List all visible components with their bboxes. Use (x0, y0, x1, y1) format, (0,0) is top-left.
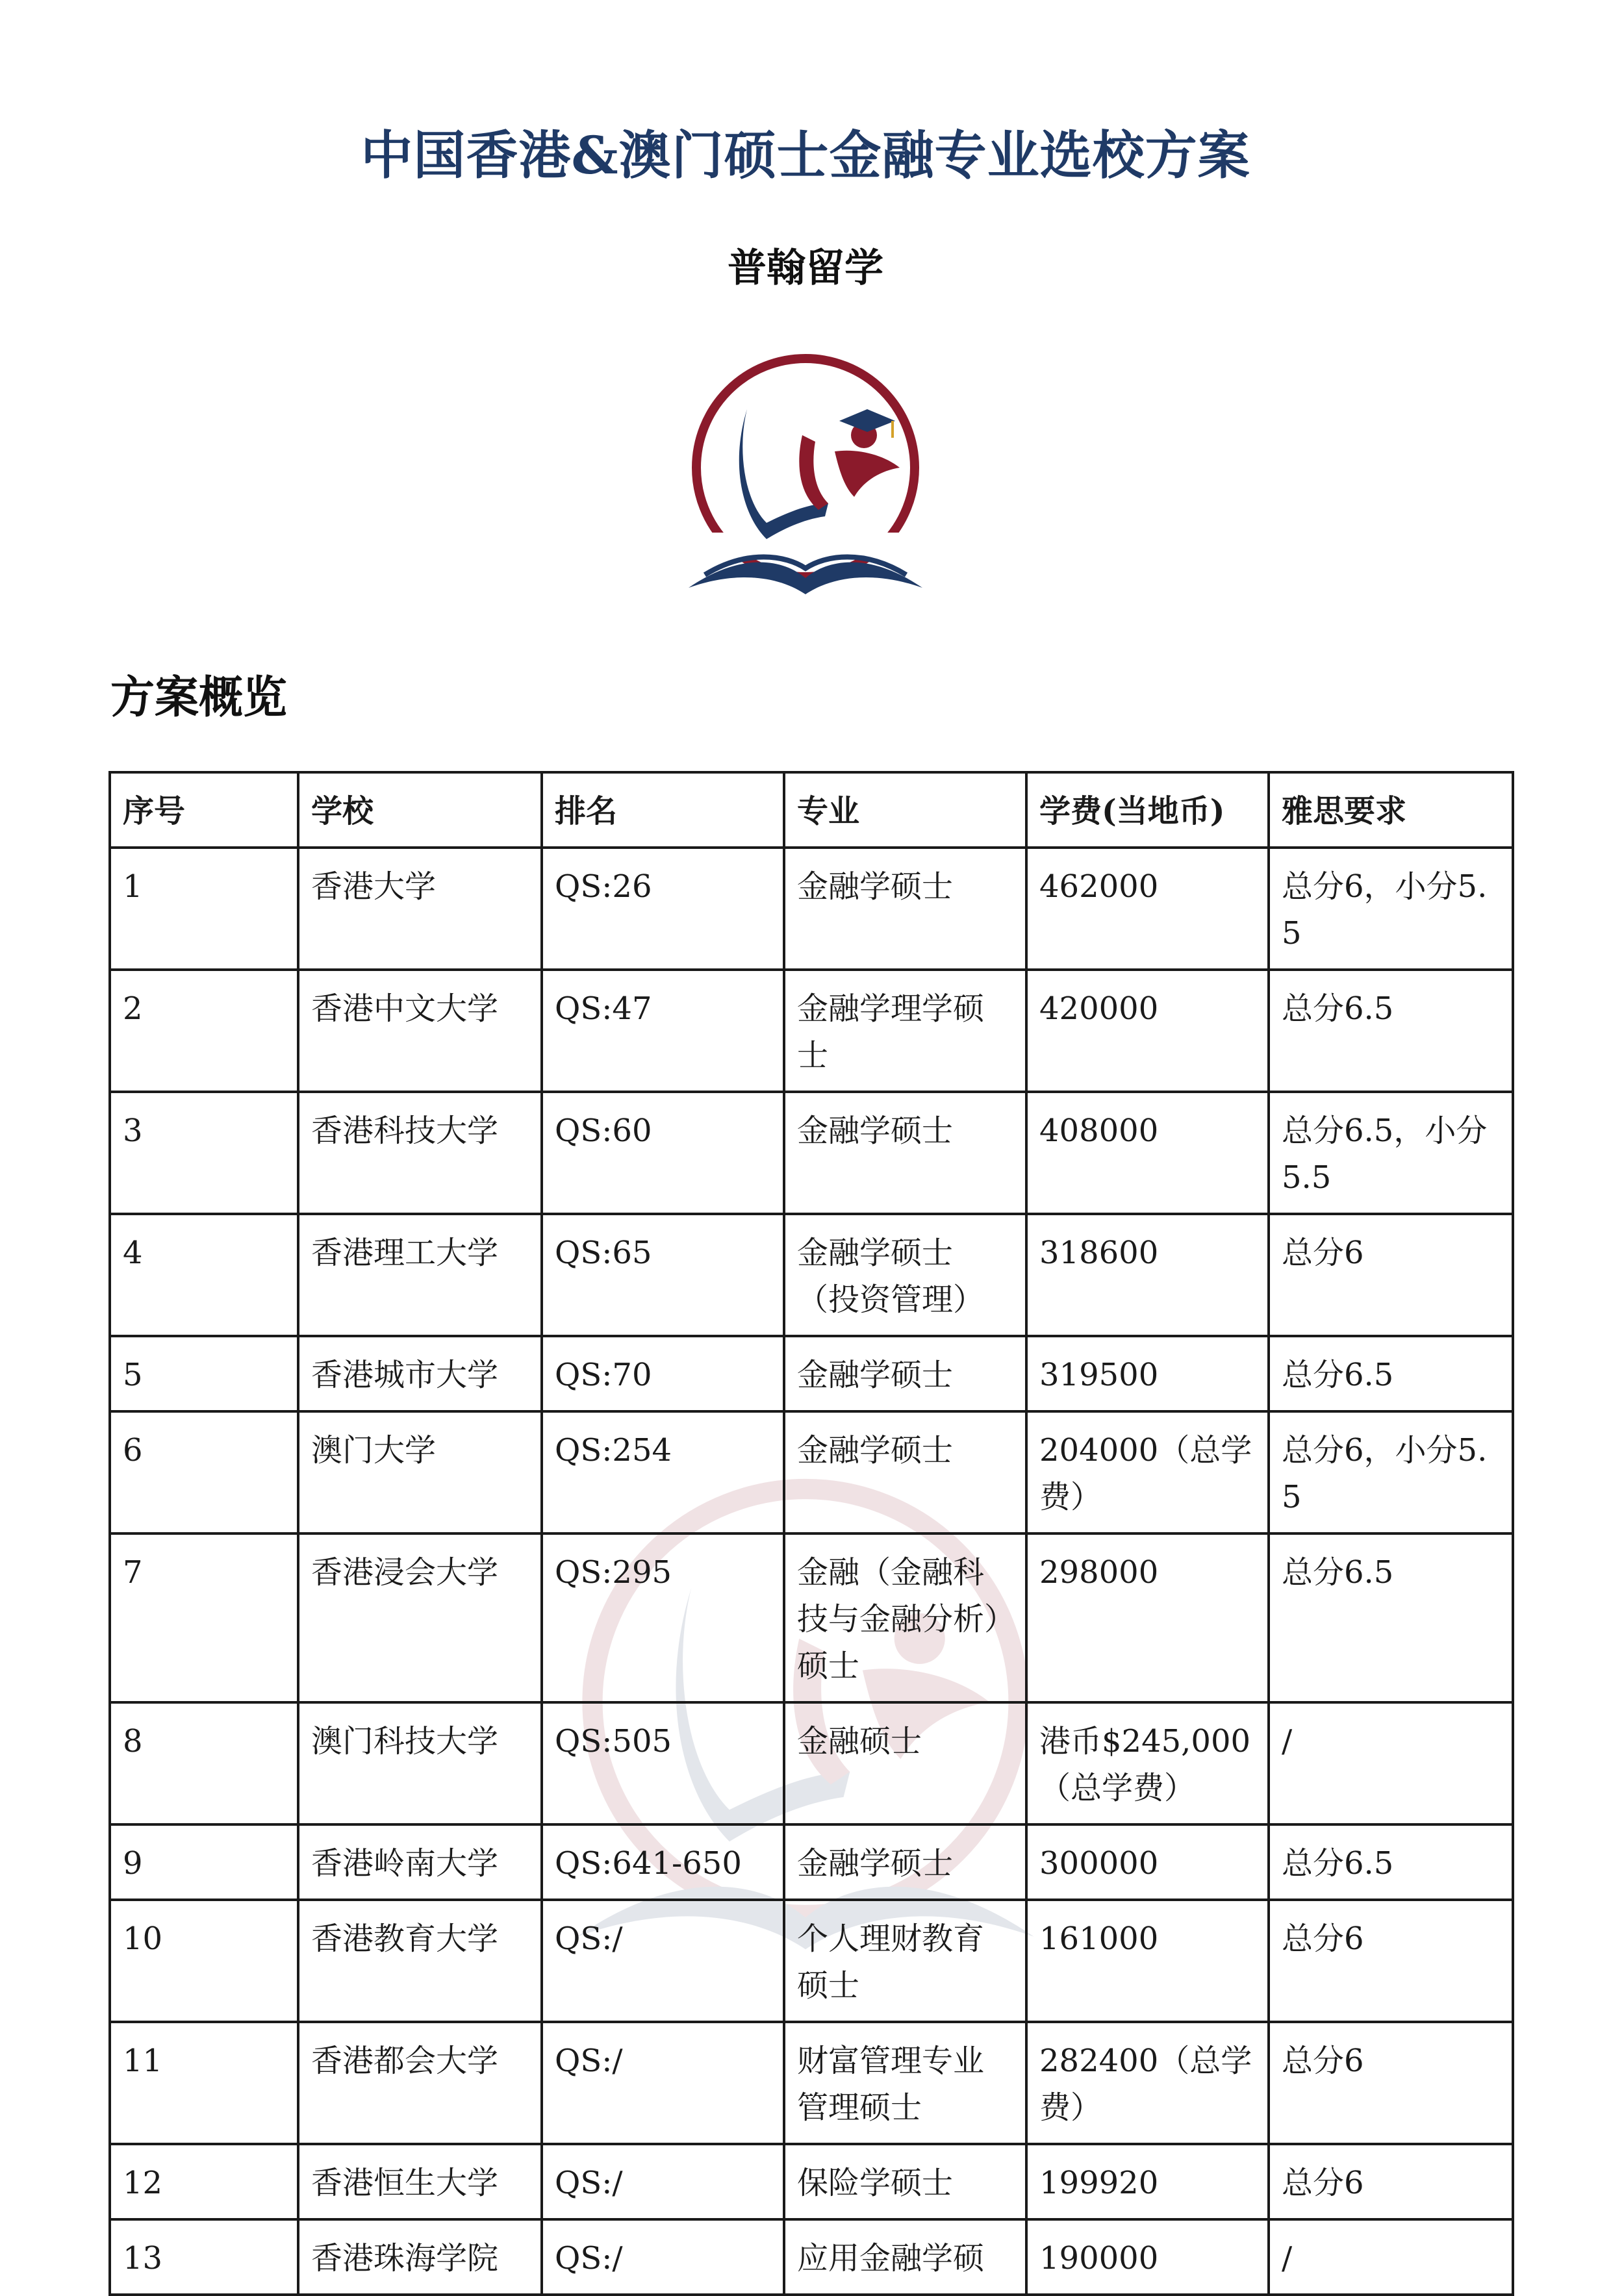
cell-ielts: 总分6 (1269, 2144, 1513, 2219)
cell-major: 个人理财教育硕士 (784, 1900, 1026, 2022)
cell-index: 3 (110, 1092, 298, 1214)
cell-index: 13 (110, 2219, 298, 2295)
cell-major: 金融学硕士 (784, 1336, 1026, 1411)
cell-school: 澳门科技大学 (298, 1702, 542, 1824)
cell-index: 8 (110, 1702, 298, 1824)
cell-tuition: 462000 (1026, 848, 1269, 970)
cell-ielts: 总分6.5 (1269, 1336, 1513, 1411)
cell-major: 金融学硕士 (784, 1824, 1026, 1900)
cell-index: 4 (110, 1214, 298, 1336)
cell-ranking: QS:254 (542, 1411, 784, 1533)
cell-index: 10 (110, 1900, 298, 2022)
table-row (110, 970, 1513, 1092)
cell-index: 6 (110, 1411, 298, 1533)
table-row (110, 1092, 1513, 1214)
cell-index: 2 (110, 970, 298, 1092)
cell-tuition: 161000 (1026, 1900, 1269, 2022)
cell-ranking: QS:/ (542, 2022, 784, 2144)
cell-tuition: 318600 (1026, 1214, 1269, 1336)
cell-school: 香港科技大学 (298, 1092, 542, 1214)
cell-school: 香港珠海学院 (298, 2219, 542, 2295)
cell-tuition: 420000 (1026, 970, 1269, 1092)
header-school: 学校 (298, 772, 542, 848)
cell-major: 金融学硕士（投资管理） (784, 1214, 1026, 1336)
graduate-book-logo-icon (669, 338, 942, 611)
cell-ranking: QS:70 (542, 1336, 784, 1411)
cell-major: 应用金融学硕 (784, 2219, 1026, 2295)
table-row (110, 1214, 1513, 1336)
cell-ielts: / (1269, 2219, 1513, 2295)
school-table (108, 771, 1514, 2296)
page-subtitle: 普翰留学 (728, 246, 883, 291)
table-row (110, 1824, 1513, 1900)
cell-ielts: 总分6.5 (1269, 1533, 1513, 1702)
cell-ranking: QS:295 (542, 1533, 784, 1702)
table-row (110, 1702, 1513, 1824)
cell-school: 香港城市大学 (298, 1336, 542, 1411)
cell-school: 香港理工大学 (298, 1214, 542, 1336)
cell-school: 香港浸会大学 (298, 1533, 542, 1702)
cell-ranking: QS:65 (542, 1214, 784, 1336)
cell-ranking: QS:47 (542, 970, 784, 1092)
cell-ranking: QS:/ (542, 2219, 784, 2295)
cell-ranking: QS:/ (542, 1900, 784, 2022)
cell-tuition: 190000 (1026, 2219, 1269, 2295)
cell-school: 香港都会大学 (298, 2022, 542, 2144)
cell-tuition: 282400（总学费） (1026, 2022, 1269, 2144)
cell-tuition: 港币$245,000（总学费） (1026, 1702, 1269, 1824)
header-major: 专业 (784, 772, 1026, 848)
cell-index: 7 (110, 1533, 298, 1702)
table-row (110, 1411, 1513, 1533)
cell-tuition: 300000 (1026, 1824, 1269, 1900)
cell-ranking: QS:60 (542, 1092, 784, 1214)
cell-ranking: QS:26 (542, 848, 784, 970)
table-header-row (110, 772, 1513, 848)
cell-ielts: 总分6，小分5.5 (1269, 1411, 1513, 1533)
header-index: 序号 (110, 772, 298, 848)
table-row (110, 1336, 1513, 1411)
cell-major: 金融学硕士 (784, 848, 1026, 970)
cell-school: 澳门大学 (298, 1411, 542, 1533)
cell-ielts: 总分6.5 (1269, 1824, 1513, 1900)
table-row (110, 1533, 1513, 1702)
cell-index: 9 (110, 1824, 298, 1900)
header-ielts: 雅思要求 (1269, 772, 1513, 848)
cell-school: 香港中文大学 (298, 970, 542, 1092)
cell-school: 香港教育大学 (298, 1900, 542, 2022)
cell-tuition: 319500 (1026, 1336, 1269, 1411)
page-title: 中国香港&澳门硕士金融专业选校方案 (361, 125, 1250, 186)
cell-ielts: 总分6 (1269, 2022, 1513, 2144)
cell-major: 金融学硕士 (784, 1092, 1026, 1214)
cell-ielts: 总分6.5 (1269, 970, 1513, 1092)
cell-tuition: 408000 (1026, 1092, 1269, 1214)
cell-school: 香港恒生大学 (298, 2144, 542, 2219)
cell-ielts: 总分6.5，小分5.5 (1269, 1092, 1513, 1214)
cell-ranking: QS:505 (542, 1702, 784, 1824)
cell-major: 金融学硕士 (784, 1411, 1026, 1533)
cell-ranking: QS:/ (542, 2144, 784, 2219)
header-ranking: 排名 (542, 772, 784, 848)
cell-major: 金融硕士 (784, 1702, 1026, 1824)
table-row (110, 2022, 1513, 2144)
cell-school: 香港岭南大学 (298, 1824, 542, 1900)
header-tuition: 学费(当地币) (1026, 772, 1269, 848)
table-row (110, 1900, 1513, 2022)
cell-index: 1 (110, 848, 298, 970)
cell-index: 11 (110, 2022, 298, 2144)
cell-index: 5 (110, 1336, 298, 1411)
cell-index: 12 (110, 2144, 298, 2219)
table-row (110, 848, 1513, 970)
table-row (110, 2144, 1513, 2219)
cell-major: 保险学硕士 (784, 2144, 1026, 2219)
cell-tuition: 204000（总学费） (1026, 1411, 1269, 1533)
cell-ranking: QS:641-650 (542, 1824, 784, 1900)
cell-ielts: 总分6，小分5.5 (1269, 848, 1513, 970)
table-row (110, 2219, 1513, 2295)
cell-school: 香港大学 (298, 848, 542, 970)
cell-ielts: / (1269, 1702, 1513, 1824)
cell-major: 金融（金融科技与金融分析）硕士 (784, 1533, 1026, 1702)
cell-ielts: 总分6 (1269, 1900, 1513, 2022)
cell-tuition: 298000 (1026, 1533, 1269, 1702)
cell-tuition: 199920 (1026, 2144, 1269, 2219)
section-title: 方案概览 (110, 672, 288, 724)
cell-major: 金融学理学硕士 (784, 970, 1026, 1092)
cell-major: 财富管理专业管理硕士 (784, 2022, 1026, 2144)
cell-ielts: 总分6 (1269, 1214, 1513, 1336)
